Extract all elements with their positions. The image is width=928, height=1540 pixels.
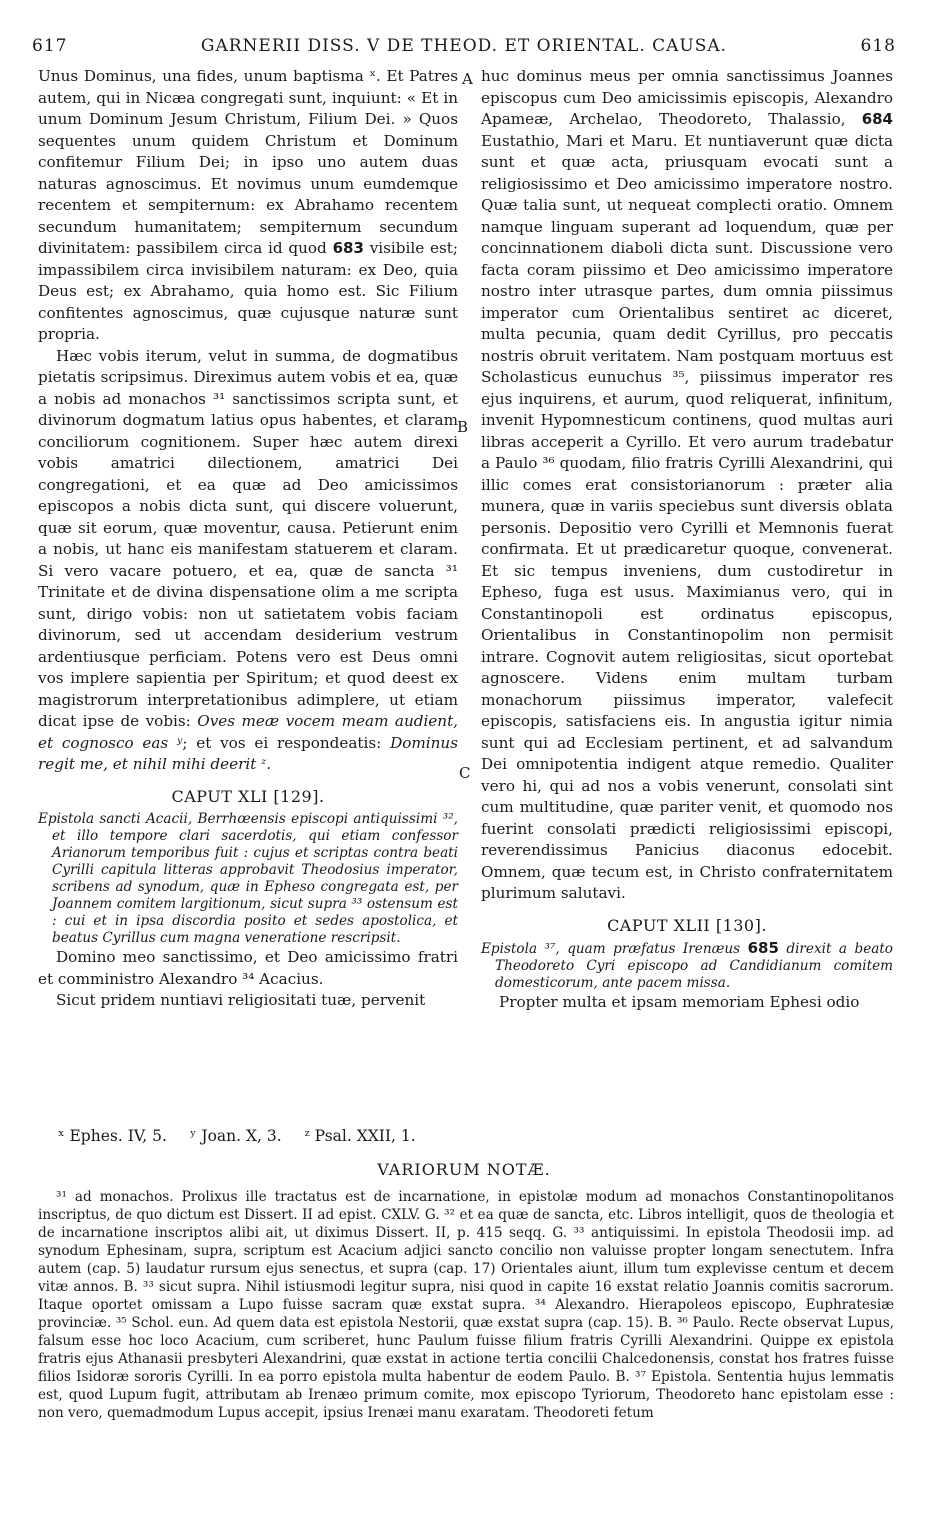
paragraph: huc dominus meus per omnia sanctissimus Joannes episcopus cum Deo amicissimis episcopis, Alexandro Apameæ, Archelao, Theodoreto, Thalassio, 684 Eustathio, Mari et Maru. Et nuntiaverunt quæ dicta sunt et quæ acta, priusquam evocati sunt a religiosissimo et Deo amicissimo imperatore nostro. Quæ talia sunt, ut nequeat complecti oratio. Omnem namque linguam superant ad loquendum, quæ per concinnationem diaboli dicta sunt. Discussione vero facta coram piissimo et Deo amicissimo imperatore nostro inter utrasque partes, dum omnia piissimus imperator cum Orientalibus sentiret ac diceret, multa pecunia, quam dedit Cyrillus, pro peccatis nostris obruit veritatem. Nam postquam mortuus est Scholasticus eunuchus ³⁵, piissimus imperator res ejus inquirens, et aurum, quod reliquerat, infinitum, invenit Hypomnesticum continens, quod multas auri libras acceperit a Cyrillo. Et vero aurum tradebatur a Paulo ³⁶ quodam, filio fratris Cyrilli Alexandrini, qui illic comes erat consistorianorum : præter alia munera, quæ in variis speciebus sunt diversis oblata personis. Depositio vero Cyrilli et Memnonis fuerat confirmata. Et ut prædicaretur quoque, convenerat. Et sic tempus inveniens, dum custodiretur in Epheso, fuga est usus. Maximianus vero, qui in Constantinopoli est ordinatus episcopus, Orientalibus in Constantinopolim non permisit intrare. Cognovit autem religiositas, sicut oportebat agnoscere. Videns enim multam turbam monachorum piissimus imperator, valefecit episcopis, satisfaciens eis. In angustia igitur nimia sunt qui ad Ecclesiam pertinent, et ad salvandum Dei omnipotentia indigent atque remedio. Qualiter vero hi, qui ad nos a vobis venerunt, consolati sint cum multitudine, quæ pariter venit, et quomodo nos fuerint consolati prædicti religiosissimi episcopi, reverendissimus Panicius diaconus edocebit. Omnem, quæ tecum est, in Christo confraternitatem plurimum salutavi. <box>481 67 893 902</box>
inline-page-number: 683 <box>332 239 364 257</box>
inline-page-number: 684 <box>861 110 893 128</box>
left-column <box>38 66 458 1012</box>
margin-letter-a: A <box>462 70 473 88</box>
paragraph: Unus Dominus, una fides, unum baptisma ˣ. Et Patres autem, qui in Nicæa congregati sunt, inquiunt: « Et in unum Dominum Jesum Christum, Filium Dei. » Quos sequentes unum quidem Christum et Dominum confitemur Filium Dei; in ipso uno autem duas naturas agnoscimus. Et novimus unum eumdemque recentem et sempiternum: ex Abrahamo recentem secundum humanitatem; sempiternum secundum divinitatem: passibilem circa id quod 683 visibile est; impassibilem circa invisibilem naturam: ex Deo, quia Deus est; ex Abrahamo, quia homo est. Sic Filium confitentes agnoscimus, quæ cujusque naturæ sunt propria. <box>38 67 458 343</box>
page-number-left: 617 <box>32 36 68 56</box>
chapter-heading: CAPUT XLI [129]. <box>171 786 325 806</box>
scripture-references <box>58 1127 434 1145</box>
paragraph: Hæc vobis iterum, velut in summa, de dogmatibus pietatis scripsimus. Direximus autem vobis et ea, quæ a nobis ad monachos ³¹ sanctissimos scripta sunt, et divinorum dogmatum latius opus habentes, et claram conciliorum cognitionem. Super hæc autem direxi vobis amatrici dilectionem, amatrici Dei congregationi, et ea quæ ad Deo amicissimos episcopos a nobis dicta sunt, qui discere voluerunt, quæ sit eorum, quæ moventur, causa. Petierunt enim a nobis, ut hanc eis manifestam statuerem et claram. Si vero vacare potuero, et ea, quæ de sancta ³¹ Trinitate et de divina dispensatione olim a me scripta sunt, dirigo vobis: non ut satietatem vobis faciam divinorum, sed ut accendam desiderium vestrum ardentiusque perficiam. Potens vero est Deus omni vos implere sapientia per Spiritum; et quod deest ex magistrorum interpretationibus adimplere, ut etiam dicat ipse de vobis: Oves meæ vocem meam audient, et cognosco eas ʸ; et vos ei respondeatis: Dominus regit me, et nihil mihi deerit ᶻ. <box>38 346 459 773</box>
paragraph: Propter multa et ipsam memoriam Ephesi odio <box>499 993 860 1011</box>
scripture-ref: ᶻ Psal. XXII, 1. <box>304 1127 416 1145</box>
scripture-ref: ˣ Ephes. IV, 5. <box>58 1127 167 1145</box>
margin-letter-c: C <box>459 764 471 782</box>
notes-heading: VARIORUM NOTÆ. <box>377 1160 551 1179</box>
chapter-heading: CAPUT XLII [130]. <box>607 915 767 935</box>
page-header <box>32 36 896 60</box>
running-title: GARNERII DISS. V DE THEOD. ET ORIENTAL. CAUSA. <box>200 36 728 56</box>
notes-text: ³¹ ad monachos. Prolixus ille tractatus est de incarnatione, in epistolæ modum ad monachos Constantinopolitanos inscriptus, de quo dictum est Dissert. II ad epist. CXLV. G. ³² et ea quæ de sancta, etc. Libros intelligit, quos de theologia et de incarnatione inscriptos alibi ait, ut diximus Dissert. II, p. 415 seqq. G. ³³ antiquissimi. In epistola Theodosii imp. ad synodum Ephesinam, supra, scriptum est Acacium adjici sancto concilio non valuisse propter longam senectutem. Infra autem (cap. 5) laudatur rursum ejus senectus, et supra (cap. 17) Orientales aiunt, illum tum explevisse centum et decem vitæ annos. B. ³³ sicut supra. Nihil istiusmodi legitur supra, nisi quod in capite 16 exstat relatio Joannis comitis sacrorum. Itaque oportet omissam a Lupo fuisse sacram quæ exstat supra. ³⁴ Alexandro. Hierapoleos episcopo, Euphratesiæ provinciæ. ³⁵ Schol. eun. Ad quem data est epistola Nestorii, quæ exstat supra (cap. 15). B. ³⁶ Paulo. Recte observat Lupus, falsum esse hoc loco Acacium, cum scriberet, hunc Paulum fuisse filium fratris Cyrilli Alexandrini. Quippe ex epistola fratris ejus Athanasii presbyteri Alexandrini, quæ exstat in actione tertia concilii Chalcedonensis, constat hos fratres fuisse filios Isidoræ sororis Cyrilli. In ea porro epistola multa habentur de eodem Paulo. B. ³⁷ Epistola. Sententia hujus lemmatis est, quod Lupum fugit, attributam ab Irenæo primum comite, mox episcopo Tyriorum, Theodoreto hanc epistolam esse : non vero, quemadmodum Lupus accepit, ipsius Irenæi manu exaratam. Theodoreti fetum <box>38 1189 894 1421</box>
chapter-summary: Epistola sancti Acacii, Berrhœensis episcopi antiquissimi ³², et illo tempore clari sacerdotis, qui etiam confessor Arianorum temporibus fuit : cujus et scriptas contra beati Cyrilli capitula litteras approbavit Theodosius imperator, scribens ad synodum, quæ in Epheso congregata est, per Joannem comitem largitionum, sicut supra ³³ ostensum est : cui et in ipsa discordia posito et sedes apostolica, et beatus Cyrillus cum magna veneratione rescripsit. <box>38 811 458 946</box>
right-column <box>481 66 893 1014</box>
paragraph: Sicut pridem nuntiavi religiositati tuæ, pervenit <box>56 991 426 1009</box>
margin-letter-b: B <box>457 418 469 436</box>
inline-page-number: 685 <box>747 939 779 957</box>
scripture-ref: ʸ Joan. X, 3. <box>189 1127 282 1145</box>
chapter-summary: Epistola ³⁷, quam præfatus Irenæus 685 direxit a beato Theodoreto Cyri episcopo ad Candidianum comitem domesticorum, ante pacem missa. <box>481 939 893 991</box>
salutation: Domino meo sanctissimo, et Deo amicissimo fratri et comministro Alexandro ³⁴ Acacius. <box>38 948 458 988</box>
page-number-right: 618 <box>860 36 896 56</box>
variorum-notes <box>38 1188 894 1422</box>
